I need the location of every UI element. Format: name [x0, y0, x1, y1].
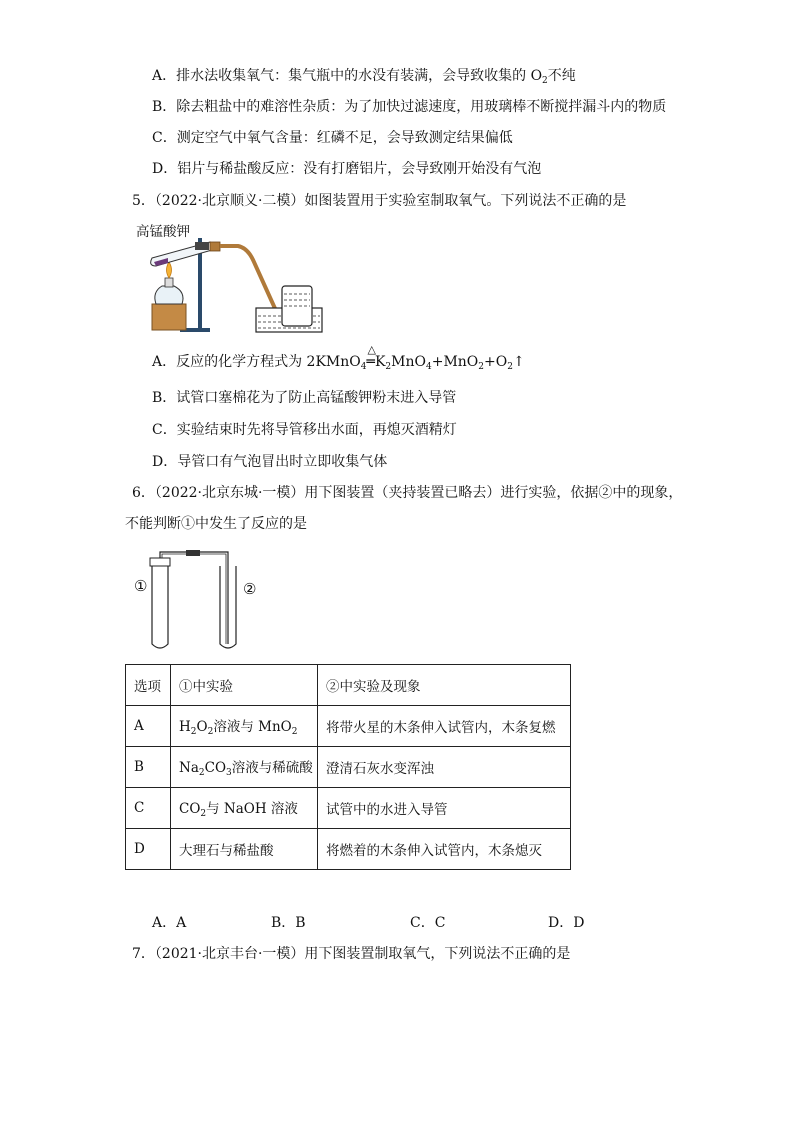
q7-stem: 7．（2021·北京丰台·一模）用下图装置制取氧气，下列说法不正确的是	[132, 946, 571, 962]
table-row	[126, 829, 571, 870]
row-a-exp2: 将带火星的木条伸入试管内，木条复燃	[318, 706, 571, 747]
q4-option-b: B．除去粗盐中的难溶性杂质：为了加快过滤速度，用玻璃棒不断搅拌漏斗内的物质	[152, 99, 667, 115]
q4-option-d: D．铝片与稀盐酸反应：没有打磨铝片，会导致刚开始没有气泡	[152, 161, 542, 177]
table-header-row	[126, 665, 571, 706]
q6-answer-b: B．B	[271, 915, 306, 931]
q6-answer-c: C．C	[410, 915, 446, 931]
row-d-exp2: 将燃着的木条伸入试管内，木条熄灭	[318, 829, 571, 870]
header-exp1: ①中实验	[171, 665, 318, 706]
tube1-label: ①	[134, 577, 148, 595]
q6-options-table	[125, 664, 571, 870]
row-d-option: D	[126, 829, 171, 870]
row-a-exp1: $H_2O_2$溶液与 MnO$_2$	[171, 706, 318, 747]
row-b-exp2: 澄清石灰水变浑浊	[318, 747, 571, 788]
row-a-option: A	[126, 706, 171, 747]
q5-stem: 5．（2022·北京顺义·二模）如图装置用于实验室制取氧气。下列说法不正确的是	[132, 193, 627, 209]
q4-option-a: A．排水法收集氧气：集气瓶中的水没有装满，会导致收集的 $O_2$不纯	[152, 68, 576, 86]
q5-figure-label: 高锰酸钾	[136, 224, 190, 240]
q6-stem-line2: 不能判断①中发生了反应的是	[125, 516, 307, 532]
q6-stem-line1: 6．（2022·北京东城·一模）用下图装置（夹持装置已略去）进行实验，依据②中的现象，	[132, 485, 683, 501]
q5-option-b: B．试管口塞棉花为了防止高锰酸钾粉末进入导管	[152, 390, 457, 406]
tube2-label: ②	[243, 580, 257, 598]
row-c-exp2: 试管中的水进入导管	[318, 788, 571, 829]
q6-answer-a: A．A	[152, 915, 187, 931]
row-b-exp1: $Na_2CO_3$溶液与稀硫酸	[171, 747, 318, 788]
two-tube-apparatus-figure	[130, 548, 270, 654]
row-c-option: C	[126, 788, 171, 829]
row-c-exp1: $CO_2$与 NaOH 溶液	[171, 788, 318, 829]
header-option: 选项	[126, 665, 171, 706]
q4-option-c: C．测定空气中氧气含量：红磷不足，会导致测定结果偏低	[152, 130, 513, 146]
header-exp2: ②中实验及现象	[318, 665, 571, 706]
table-row	[126, 788, 571, 829]
q5-option-d: D．导管口有气泡冒出时立即收集气体	[152, 454, 388, 470]
q5-option-a: A．反应的化学方程式为 2KMnO$_4$ △ $═K_2MnO_4+MnO_2+O_2↑$	[152, 343, 525, 372]
oxygen-apparatus-figure	[140, 236, 340, 336]
table-row	[126, 747, 571, 788]
table-row	[126, 706, 571, 747]
q6-answer-d: D．D	[548, 915, 585, 931]
q5-option-c: C．实验结束时先将导管移出水面，再熄灭酒精灯	[152, 422, 457, 438]
row-d-exp1: 大理石与稀盐酸	[171, 829, 318, 870]
row-b-option: B	[126, 747, 171, 788]
